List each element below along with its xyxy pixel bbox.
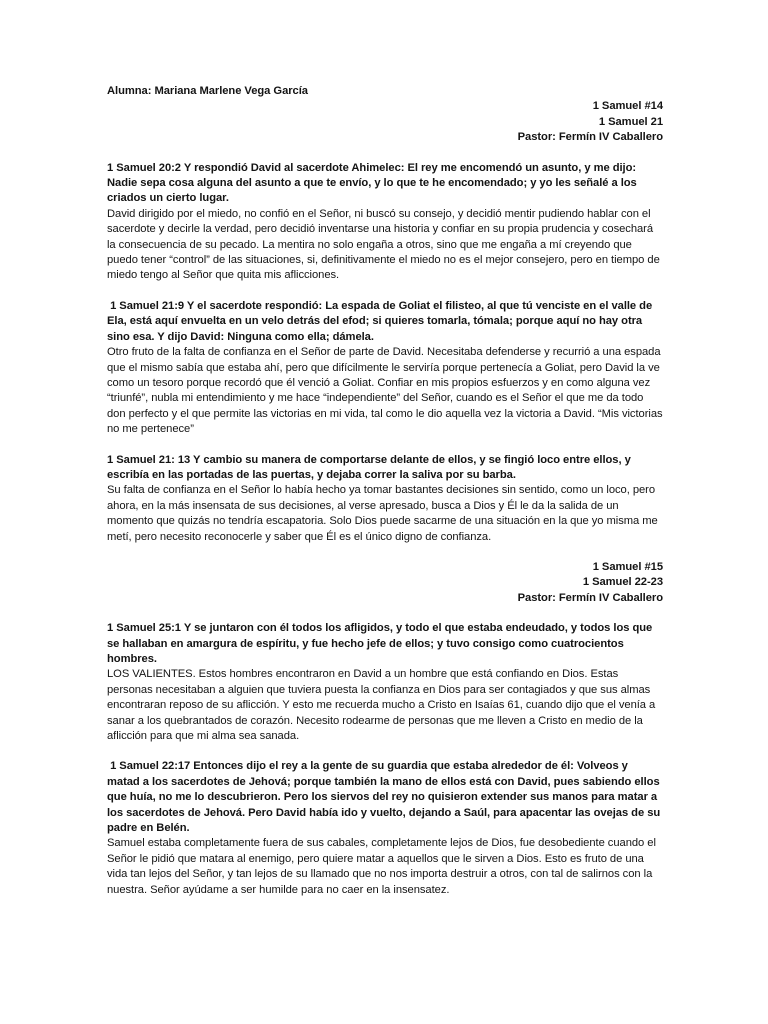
header-study-number: 1 Samuel #14 — [592, 100, 663, 113]
study-block-1 — [107, 99, 663, 545]
header-study-number: 1 Samuel #15 — [592, 560, 663, 573]
header-pastor: Pastor: Fermín IV Caballero — [517, 591, 663, 604]
verse-text: 1 Samuel 22:17 Entonces dijo el rey a la gente de su guardia que estaba alrededor de él: Volveos y matad a los sacerdotes de Jehová; porque también la mano de ellos está con David, pues sabiendo ellos que huía, no me lo descubrieron. Pero los siervos del rey no quisieron extender sus manos para matar a los sacerdotes de Jehová. Pero David había ido y vuelto, dejando a Saúl, para apacentar las ovejas de su padre en Belén. — [107, 760, 664, 835]
block-header-1 — [107, 99, 663, 145]
verse-text: 1 Samuel 21: 13 Y cambio su manera de comportarse delante de ellos, y se fingió loco entre ellos, y escribía en las portadas de las puertas, y dejaba correr la saliva por su barba. — [107, 453, 631, 481]
reflection-text: David dirigido por el miedo, no confió en el Señor, ni buscó su consejo, y decidió mentir pudiendo hablar con el sacerdote y decirle la verdad, pero decidió inventarse una historia y confiar en su propia prudencia y cosechará la consecuencia de su pecado. La mentira no solo engaña a otros, sino que me engaña a mí creyendo que puedo tener “control” de las situaciones, si, definitivamente el miedo no es el mejor consejero, pero en tiempo de miedo tengo al Señor que quita mis aflicciones. — [107, 207, 660, 282]
document-page — [107, 84, 663, 898]
study-block-2 — [107, 560, 663, 898]
header-pastor: Pastor: Fermín IV Caballero — [517, 131, 663, 144]
reflection-text: Otro fruto de la falta de confianza en el Señor de parte de David. Necesitaba defenderse y recurrió a una espada que el mismo sabía que estaba ahí, pero que difícilmente le serviría porque pertenecía a Goliat, pero David la ve como un tesoro porque recordó que él venció a Goliat. Confiar en mis propios esfuerzos y en como alguna vez “triunfé”, nubla mi entendimiento y me hace “independiente” del Señor, cuando es el Señor el que me da todo don perfecto y el que permite las victorias en mi vida, tal como le dio aquella vez la victoria a David. “Mis victorias no me pertenece” — [107, 346, 663, 436]
section-3 — [107, 453, 663, 545]
header-passage: 1 Samuel 22-23 — [582, 576, 663, 589]
header-passage: 1 Samuel 21 — [598, 115, 663, 128]
reflection-text: LOS VALIENTES. Estos hombres encontraron en David a un hombre que está confiando en Dios. Estas personas necesitaban a alguien que tuviera puesta la confianza en Dios para ser contagiados y que sus almas encontraran reposo de su aflicción. Y esto me recuerda mucho a Cristo en Isaías 61, cuando dijo que el venía a sanar a los quebrantados de corazón. Necesito rodearme de personas que me lleven a Cristo en medio de la aflicción para que mi alma sea sanada. — [107, 668, 656, 743]
section-2 — [107, 299, 663, 438]
student-name: Alumna: Mariana Marlene Vega García — [107, 85, 308, 97]
verse-text: 1 Samuel 20:2 Y respondió David al sacerdote Ahimelec: El rey me encomendó un asunto, y me dijo: Nadie sepa cosa alguna del asunto a que te envío, y lo que te he encomendado; y yo les señalé a los criados un cierto lugar. — [107, 161, 637, 205]
section-1 — [107, 161, 663, 284]
block-header-2 — [107, 560, 663, 606]
verse-text: 1 Samuel 25:1 Y se juntaron con él todos los afligidos, y todo el que estaba endeudado, y todos los que se hallaban en amargura de espíritu, y fue hecho jefe de ellos; y tuvo consigo como cuatrocientos hombres. — [107, 622, 653, 665]
section-4 — [107, 621, 663, 744]
section-5 — [107, 759, 663, 898]
reflection-text: Samuel estaba completamente fuera de sus cabales, completamente lejos de Dios, fue desobediente cuando el Señor le pidió que matara al enemigo, pero quiere matar a aquellos que le sirven a Dios. Esto es fruto de una vida tan lejos del Señor, y tan lejos de su llamado que no nos importa destruir a otros, con tal de salirnos con la nuestra. Señor ayúdame a ser humilde para no caer en la insensatez. — [107, 837, 656, 896]
verse-text: 1 Samuel 21:9 Y el sacerdote respondió: La espada de Goliat el filisteo, al que tú venciste en el valle de Ela, está aquí envuelta en un velo detrás del efod; si quieres tomarla, tómala; porque aquí no hay otra sino esa. Y dijo David: Ninguna como ella; dámela. — [107, 299, 656, 343]
reflection-text: Su falta de confianza en el Señor lo había hecho ya tomar bastantes decisiones sin sentido, como un loco, pero ahora, en la más insensata de sus decisiones, al verse apresado, busca a Dios y Él le da la salida de un momento que quizás no tendría escapatoria. Solo Dios puede sacarme de una situación en la que yo misma me metí, pero necesito reconocerle y saber que Él es el único digno de confianza. — [107, 484, 658, 543]
